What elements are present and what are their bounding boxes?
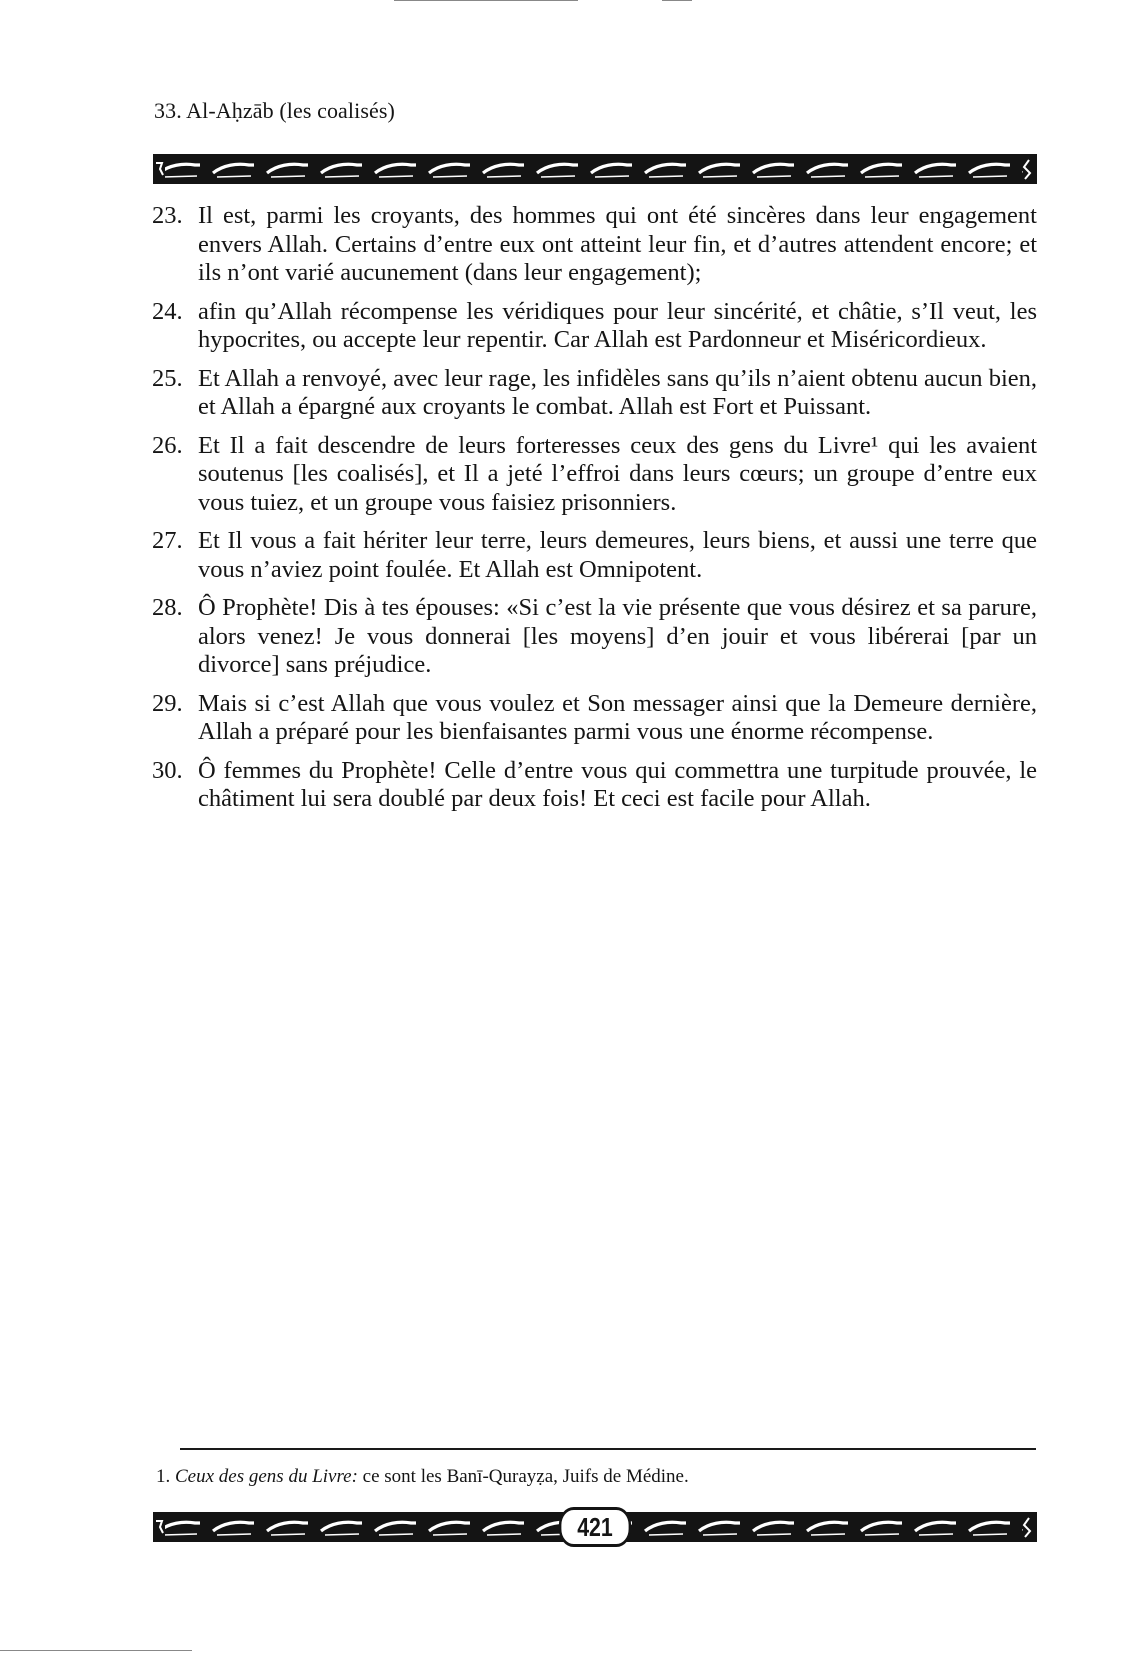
verse-item (152, 757, 1037, 814)
verse-item (152, 202, 1037, 288)
verse-text: Ô femmes du Prophète! Celle d’entre vous qui commettra une turpitude prouvée, le châtiment lui sera doublé par deux fois! Et ceci est facile pour Allah. (198, 756, 1037, 812)
scan-artifact-line (394, 0, 578, 1)
verse-number: 26. (152, 431, 183, 459)
verse-number: 30. (152, 756, 183, 784)
verse-text: Et Il a fait descendre de leurs forteresses ceux des gens du Livre¹ qui les avaient soutenus [les coalisés], et Il a jeté l’effroi dans leurs cœurs; un groupe d’entre eux vous tuiez, et un groupe vous faisiez prisonniers. (198, 431, 1037, 516)
verse-item (152, 594, 1037, 680)
footnote-text: ce sont les Banī-Qurayẓa, Juifs de Médine. (357, 1466, 689, 1487)
page-number: 421 (559, 1507, 631, 1547)
verse-number: 23. (152, 202, 183, 229)
footnote (156, 1466, 689, 1488)
verse-number: 29. (152, 689, 183, 717)
running-header: 33. Al-Aḥzāb (les coalisés) (154, 98, 395, 123)
verse-number: 24. (152, 297, 183, 325)
scan-artifact-line (0, 1650, 192, 1651)
scan-artifact-line (662, 0, 692, 1)
verse-text: Ô Prophète! Dis à tes épouses: «Si c’est la vie présente que vous désirez et sa parure, alors venez! Je vous donnerai [les moyens] d’en jouir et vous libérerai [par un divorce] sans préjudice. (198, 594, 1037, 678)
verse-text: Et Allah a renvoyé, avec leur rage, les infidèles sans qu’ils n’aient obtenu aucun bien, et Allah a épargné aux croyants le combat. Allah est Fort et Puissant. (198, 364, 1037, 420)
verse-text: afin qu’Allah récompense les véridiques pour leur sincérité, et châtie, s’Il veut, les hypocrites, ou accepte leur repentir. Car Allah est Pardonneur et Miséricordieux. (198, 297, 1037, 353)
verse-text: Et Il vous a fait hériter leur terre, leurs demeures, leurs biens, et aussi une terre que vous n’aviez point foulée. Et Allah est Omnipotent. (198, 527, 1037, 583)
verse-item (152, 298, 1037, 355)
footnote-divider (180, 1448, 1036, 1450)
top-ornament-band (153, 154, 1037, 184)
verse-text: Mais si c’est Allah que vous voulez et Son messager ainsi que la Demeure dernière, Allah a préparé pour les bienfaisantes parmi vous une énorme récompense. (198, 689, 1037, 745)
footnote-marker: 1. (156, 1466, 171, 1487)
verse-number: 27. (152, 527, 183, 554)
verse-text: Il est, parmi les croyants, des hommes qui ont été sincères dans leur engagement envers Allah. Certains d’entre eux ont atteint leur fin, et d’autres attendent encore; et ils n’ont varié aucunement (dans leur engagement); (198, 202, 1037, 286)
chain-ornament-graphic (153, 154, 1037, 184)
verse-item (152, 690, 1037, 747)
verse-item (152, 432, 1037, 518)
verse-list (152, 202, 1037, 824)
verse-item (152, 365, 1037, 422)
verse-item (152, 527, 1037, 584)
verse-number: 28. (152, 594, 183, 621)
verse-number: 25. (152, 364, 183, 392)
footnote-title: Ceux des gens du Livre: (175, 1466, 358, 1487)
